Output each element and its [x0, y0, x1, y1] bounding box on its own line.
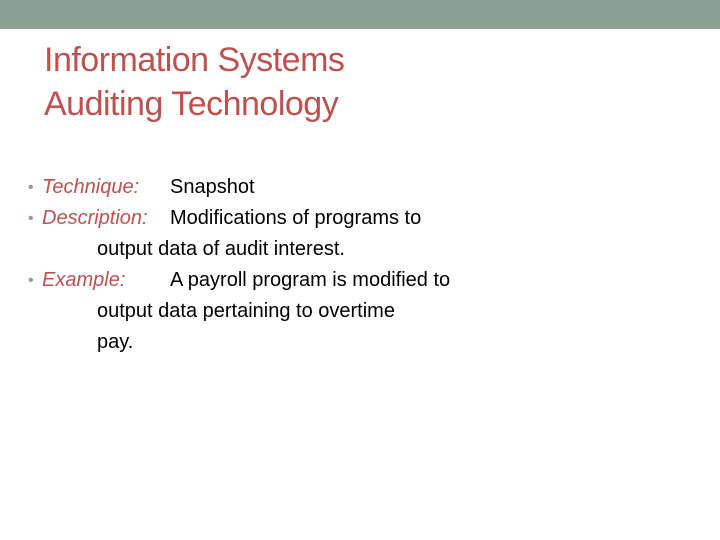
bullet-description	[0, 203, 720, 234]
bullet-text: Snapshot	[170, 176, 255, 198]
bullet-list	[0, 172, 720, 358]
bullet-continuation	[0, 234, 720, 265]
slide-title	[44, 38, 344, 126]
bullet-example	[0, 265, 720, 296]
title-line-1: Information Systems	[44, 41, 345, 79]
bullet-dot-icon: •	[28, 272, 34, 289]
top-decorative-band	[0, 0, 720, 29]
title-line-2: Auditing Technology	[44, 85, 339, 123]
bullet-text: A payroll program is modified to	[170, 269, 451, 291]
bullet-text: pay.	[97, 331, 134, 353]
bullet-dot-icon: •	[28, 179, 34, 196]
bullet-text: output data pertaining to overtime	[97, 300, 395, 322]
bullet-technique	[0, 172, 720, 203]
bullet-dot-icon: •	[28, 210, 34, 227]
bullet-term-description: Description:	[42, 207, 148, 229]
bullet-term-technique: Technique:	[42, 176, 140, 198]
bullet-continuation	[0, 327, 720, 358]
bullet-term-example: Example:	[42, 269, 126, 291]
bullet-continuation	[0, 296, 720, 327]
bullet-text: output data of audit interest.	[97, 238, 345, 260]
bullet-text: Modifications of programs to	[170, 207, 422, 229]
